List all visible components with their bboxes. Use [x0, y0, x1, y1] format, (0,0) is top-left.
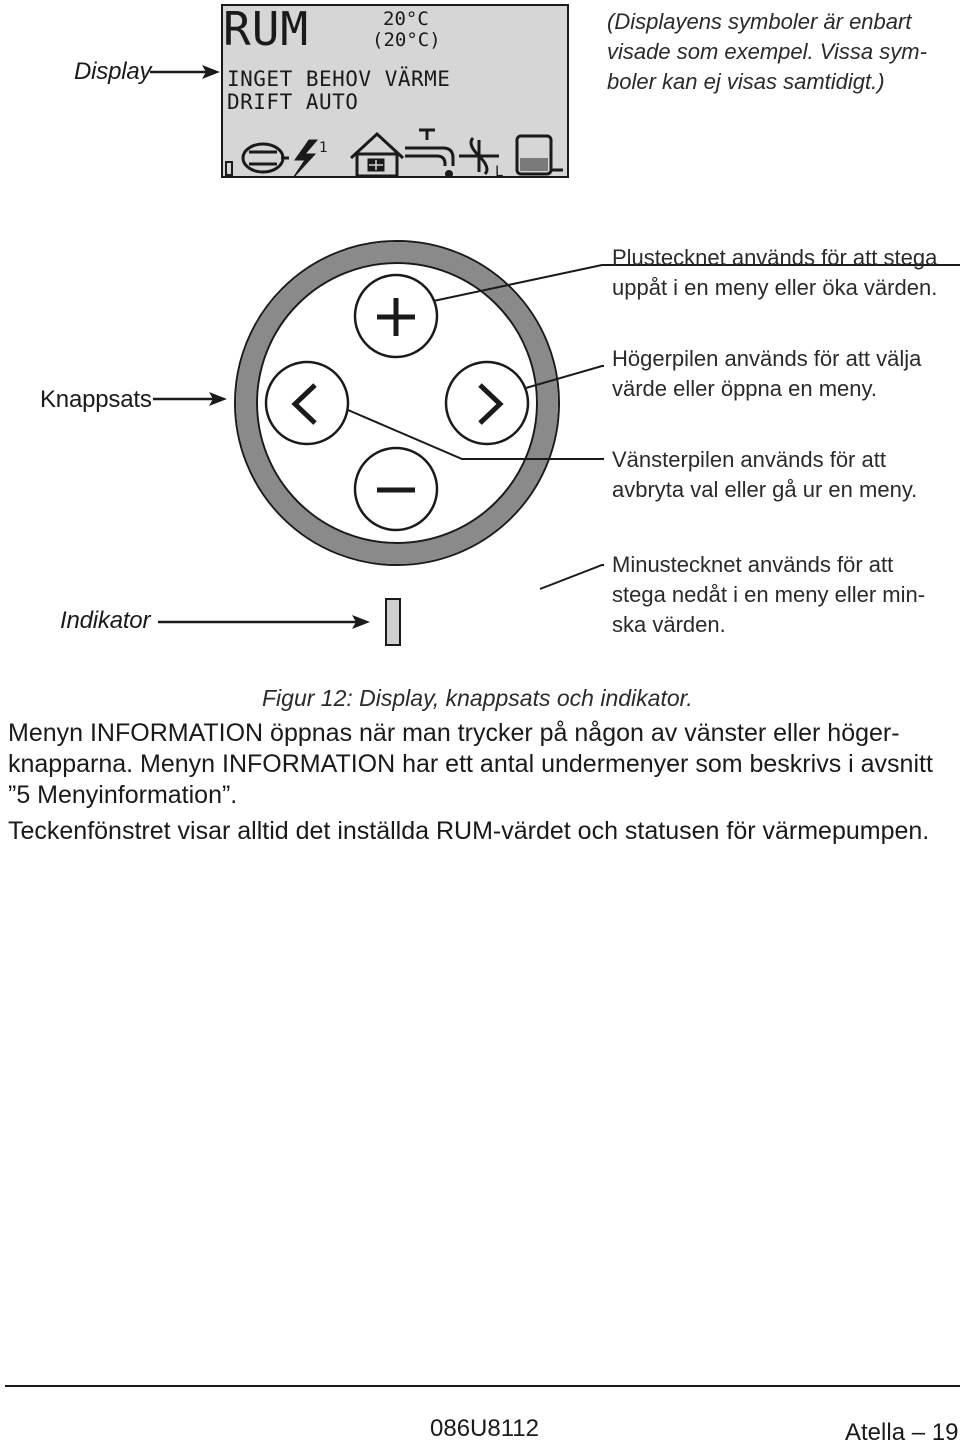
indicator-light	[386, 599, 400, 645]
svg-text:1: 1	[319, 140, 328, 156]
body-line: knapparna. Menyn INFORMATION har ett antal undermenyer som beskrivs i avsnitt	[8, 750, 933, 778]
footer-doc-code: 086U8112	[430, 1415, 539, 1442]
minus-description-line: ska värden.	[612, 612, 726, 637]
plus-description-line: Plustecknet används för att stega	[612, 245, 938, 270]
minus-button[interactable]	[355, 448, 437, 530]
minus-description-line: stega nedåt i en meny eller min-	[612, 582, 926, 607]
leader-minus	[540, 565, 604, 589]
footer-page	[845, 1419, 958, 1447]
body-line: ”5 Menyinformation”.	[8, 781, 238, 809]
lcd-temperature-actual: 20°C	[383, 8, 429, 30]
figure-caption: Figur 12: Display, knappsats och indikator.	[262, 685, 693, 711]
plus-button[interactable]	[355, 275, 437, 357]
display-label: Display	[74, 58, 152, 85]
body-line: Menyn INFORMATION öppnas när man trycker på någon av vänster eller höger-	[8, 719, 900, 747]
indicator-label: Indikator	[60, 607, 151, 634]
right-description	[612, 344, 921, 404]
right-arrow-button[interactable]	[446, 362, 528, 444]
minus-description-line: Minustecknet används för att	[612, 552, 894, 577]
left-arrow-button[interactable]	[266, 362, 348, 444]
footer-rule	[5, 1385, 960, 1387]
plus-description	[612, 243, 937, 303]
right-description-line: Högerpilen används för att välja	[612, 346, 922, 371]
left-description-line: Vänsterpilen används för att	[612, 447, 886, 472]
footer-product: Atella	[845, 1419, 906, 1446]
minus-description	[612, 550, 925, 640]
lcd-status-line-2: DRIFT AUTO	[227, 90, 359, 114]
display-note-line: boler kan ej visas samtidigt.)	[607, 69, 885, 94]
svg-text:L: L	[495, 164, 504, 178]
lcd-status-line-1: INGET BEHOV VÄRME	[227, 67, 451, 91]
keypad-label: Knappsats	[40, 386, 152, 413]
body-paragraph-2: Teckenfönstret visar alltid det inställda RUM-värdet och statusen för värmepumpen.	[8, 817, 930, 845]
footer-dash: –	[911, 1419, 926, 1446]
plus-description-line: uppåt i en meny eller öka värden.	[612, 275, 938, 300]
display-note-line: (Displayens symboler är enbart	[607, 9, 912, 34]
lcd-temperature-set: (20°C)	[372, 29, 441, 51]
display-note-line: visade som exempel. Vissa sym-	[607, 39, 927, 64]
left-description-line: avbryta val eller gå ur en meny.	[612, 477, 918, 502]
right-description-line: värde eller öppna en meny.	[612, 376, 877, 401]
lcd-room-label: RUM	[223, 2, 310, 56]
left-description	[612, 445, 917, 505]
footer-page-number: 19	[931, 1419, 959, 1446]
